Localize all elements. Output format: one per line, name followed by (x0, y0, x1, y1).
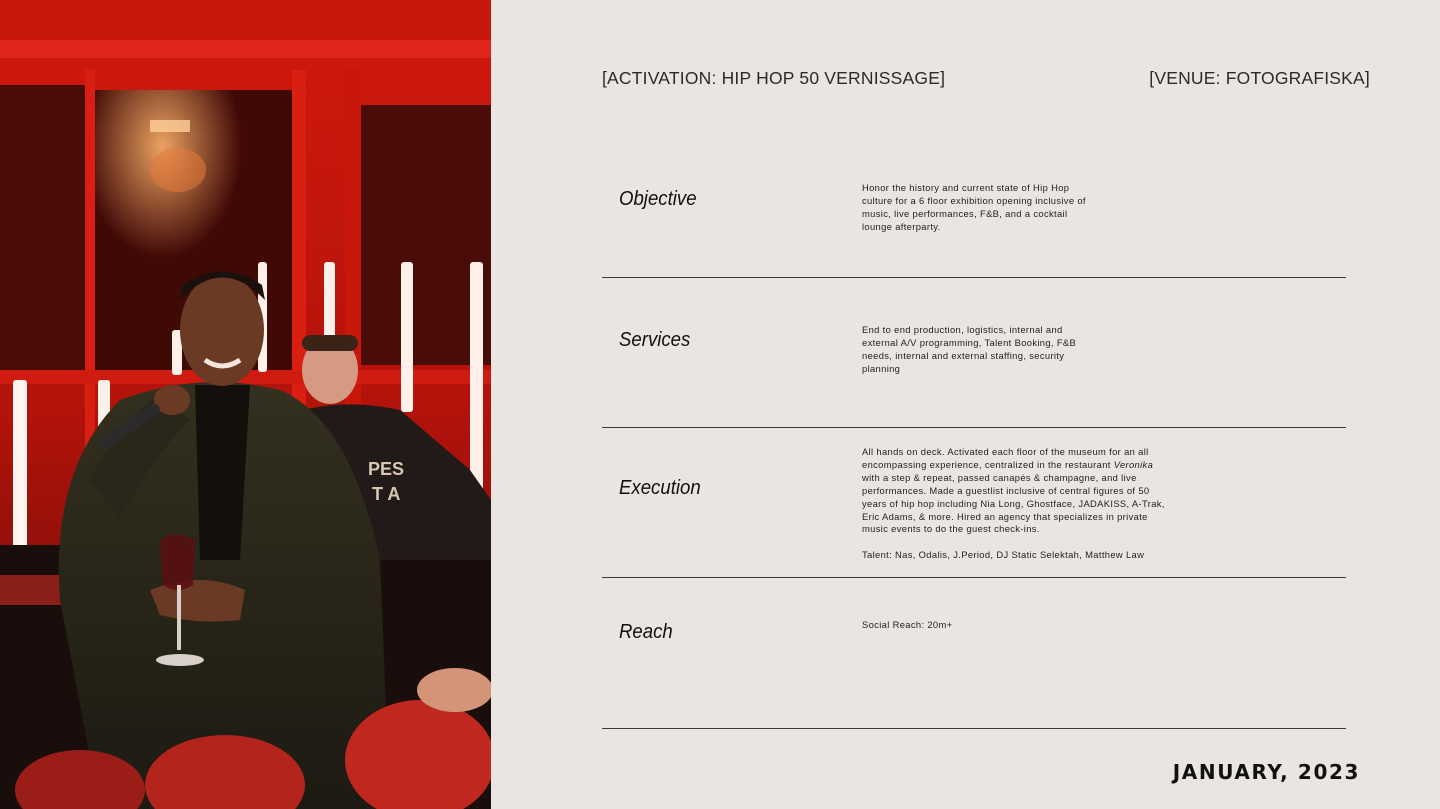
execution-section (602, 430, 1346, 580)
objective-label: Objective (619, 188, 697, 210)
objective-text: Honor the history and current state of Hip Hop culture for a 6 floor exhibition opening inclusive of music, live performances, F&B, and a cocktail lounge afterparty. (862, 182, 1086, 232)
event-photo (0, 0, 491, 809)
svg-text:T A: T A (372, 484, 401, 504)
activation-header: [ACTIVATION: HIP HOP 50 VERNISSAGE] (602, 68, 946, 88)
execution-text-part2: with a step & repeat, passed canapés & champagne, and live performances. Made a guestlist inclusive of central figures of 50 years of hip hop including Nia Long, Ghostface, JADAKISS, A-Trak, Eric Adams, & more. Hired an agency that specializes in private music events to do the guest check-ins. (862, 471, 1165, 535)
services-label: Services (619, 329, 691, 351)
execution-text (862, 446, 1174, 562)
reach-label: Reach (619, 621, 673, 643)
services-text: End to end production, logistics, internal and external A/V programming, Talent Booking, F&B needs, internal and external staffing, security planning (862, 324, 1077, 374)
section-divider (602, 728, 1346, 729)
svg-text:PES: PES (368, 459, 405, 479)
reach-section (602, 580, 1346, 730)
section-divider (602, 277, 1346, 278)
restaurant-name: Veronika (1113, 458, 1154, 470)
performer-photo-illustration (0, 0, 491, 809)
date-label: JANUARY, 2023 (1172, 760, 1360, 784)
section-divider (602, 427, 1346, 428)
talent-list: Talent: Nas, Odalis, J.Period, DJ Static Selektah, Matthew Law (862, 549, 1145, 561)
execution-text-part1: All hands on deck. Activated each floor of the museum for an all encompassing experience, centralized in the restaurant (862, 446, 1149, 470)
section-divider (602, 577, 1346, 578)
execution-label: Execution (619, 477, 701, 499)
venue-header: [VENUE: FOTOGRAFISKA] (1149, 68, 1370, 88)
services-section (602, 280, 1346, 430)
content-panel (491, 0, 1440, 809)
objective-section (602, 150, 1346, 280)
reach-text: Social Reach: 20m+ (862, 619, 953, 630)
